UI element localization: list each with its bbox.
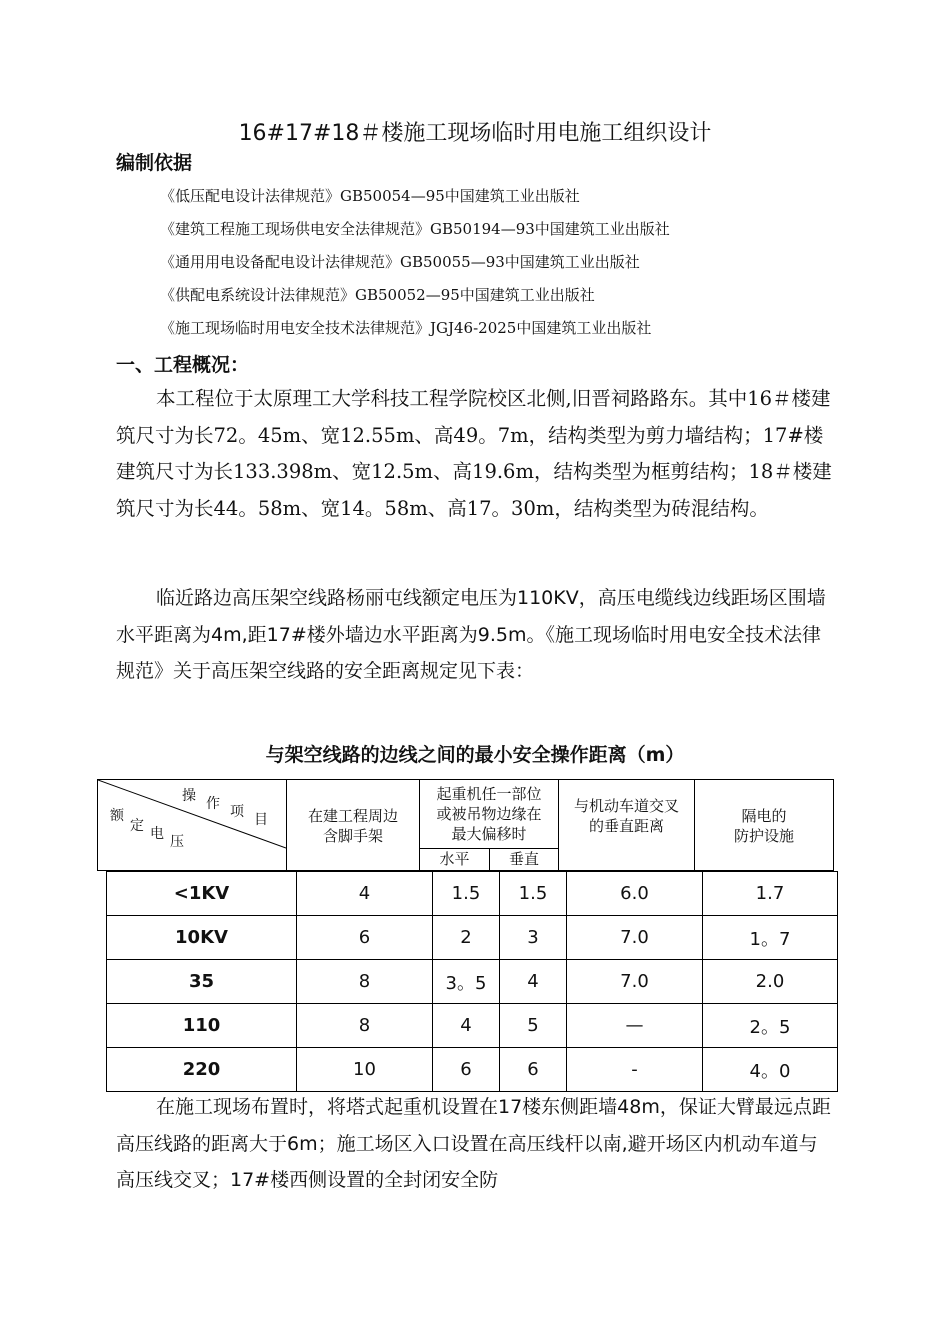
- diag-char: 作: [206, 796, 220, 812]
- document-title: 16#17#18＃楼施工现场临时用电施工组织设计: [238, 121, 712, 146]
- horizontal-cell: 2: [433, 916, 500, 960]
- building-cell: 4: [297, 872, 433, 916]
- table-header: [97, 779, 834, 871]
- overview-paragraph: 本工程位于太原理工大学科技工程学院校区北侧,旧晋祠路路东。其中16＃楼建筑尺寸为长72。45m、宽12.55m、高49。7m，结构类型为剪力墙结构；17#楼建筑尺寸为长133.398m、宽12.5m、高19.6m，结构类型为框剪结构；18＃楼建筑尺寸为长44。58m、宽14。58m、高17。30m，结构类型为砖混结构。: [116, 387, 832, 520]
- header-horizontal: 水平: [419, 848, 490, 871]
- vehicle-cell: —: [567, 1004, 703, 1048]
- header-crane: 起重机任一部位 或被吊物边缘在 最大偏移时: [419, 779, 559, 849]
- horizontal-cell: 4: [433, 1004, 500, 1048]
- reference-item: 《低压配电设计法律规范》GB50054—95中国建筑工业出版社: [160, 187, 580, 205]
- reference-item: 《施工现场临时用电安全技术法律规范》JGJ46-2025中国建筑工业出版社: [160, 319, 652, 337]
- reference-item: 《供配电系统设计法律规范》GB50052—95中国建筑工业出版社: [160, 286, 595, 304]
- header-diagonal-cell: [97, 779, 287, 871]
- voltage-cell: 10KV: [107, 916, 297, 960]
- table-caption: 与架空线路的边线之间的最小安全操作距离（m）: [265, 744, 685, 766]
- table-row: [107, 1004, 838, 1048]
- power-line-paragraph: 临近路边高压架空线路杨丽屯线额定电压为110KV，高压电缆线边线距场区围墙水平距离为4m,距17#楼外墙边水平距离为9.5m。《施工现场临时用电安全技术法律规范》关于高压架空线路的安全距离规定见下表：: [116, 587, 826, 682]
- vehicle-cell: 7.0: [567, 916, 703, 960]
- vertical-cell: 1.5: [500, 872, 567, 916]
- table-row: [107, 872, 838, 916]
- diag-char: 定: [130, 818, 144, 834]
- diag-char: 额: [110, 808, 124, 824]
- building-cell: 10: [297, 1048, 433, 1092]
- diag-char: 电: [150, 826, 164, 842]
- section1-heading: 一、工程概况：: [116, 354, 250, 376]
- basis-heading: 编制依据: [116, 152, 193, 174]
- header-vehicle: 与机动车道交叉 的垂直距离: [558, 779, 695, 871]
- reference-item: 《建筑工程施工现场供电安全法律规范》GB50194—93中国建筑工业出版社: [160, 220, 670, 238]
- layout-paragraph: 在施工现场布置时，将塔式起重机设置在17楼东侧距墙48m，保证大臂最远点距高压线路的距离大于6m；施工场区入口设置在高压线杆以南,避开场区内机动车道与高压线交叉；17#楼西侧设置的全封闭安全防: [116, 1096, 831, 1191]
- diag-char: 目: [254, 812, 268, 828]
- table-body: [107, 872, 838, 1092]
- building-cell: 6: [297, 916, 433, 960]
- voltage-cell: 35: [107, 960, 297, 1004]
- building-cell: 8: [297, 960, 433, 1004]
- vertical-cell: 5: [500, 1004, 567, 1048]
- vehicle-cell: 6.0: [567, 872, 703, 916]
- horizontal-cell: 6: [433, 1048, 500, 1092]
- voltage-cell: 220: [107, 1048, 297, 1092]
- building-cell: 8: [297, 1004, 433, 1048]
- horizontal-cell: 1.5: [433, 872, 500, 916]
- diag-char: 项: [230, 804, 244, 820]
- protection-cell: 2.0: [703, 960, 838, 1004]
- protection-cell: 1.7: [703, 872, 838, 916]
- table-row: [107, 1048, 838, 1092]
- header-vertical: 垂直: [489, 848, 559, 871]
- protection-cell: 2。5: [703, 1004, 838, 1048]
- vertical-cell: 6: [500, 1048, 567, 1092]
- vertical-cell: 4: [500, 960, 567, 1004]
- header-building: 在建工程周边 含脚手架: [286, 779, 420, 871]
- protection-cell: 4。0: [703, 1048, 838, 1092]
- reference-item: 《通用用电设备配电设计法律规范》GB50055—93中国建筑工业出版社: [160, 253, 640, 271]
- voltage-cell: <1KV: [107, 872, 297, 916]
- diag-char: 压: [170, 834, 184, 850]
- horizontal-cell: 3。5: [433, 960, 500, 1004]
- voltage-cell: 110: [107, 1004, 297, 1048]
- table-row: [107, 960, 838, 1004]
- header-protection: 隔电的 防护设施: [694, 779, 834, 871]
- protection-cell: 1。7: [703, 916, 838, 960]
- diag-char: 操: [182, 788, 196, 804]
- vehicle-cell: -: [567, 1048, 703, 1092]
- table-row: [107, 916, 838, 960]
- distance-table: [106, 871, 838, 1092]
- vehicle-cell: 7.0: [567, 960, 703, 1004]
- vertical-cell: 3: [500, 916, 567, 960]
